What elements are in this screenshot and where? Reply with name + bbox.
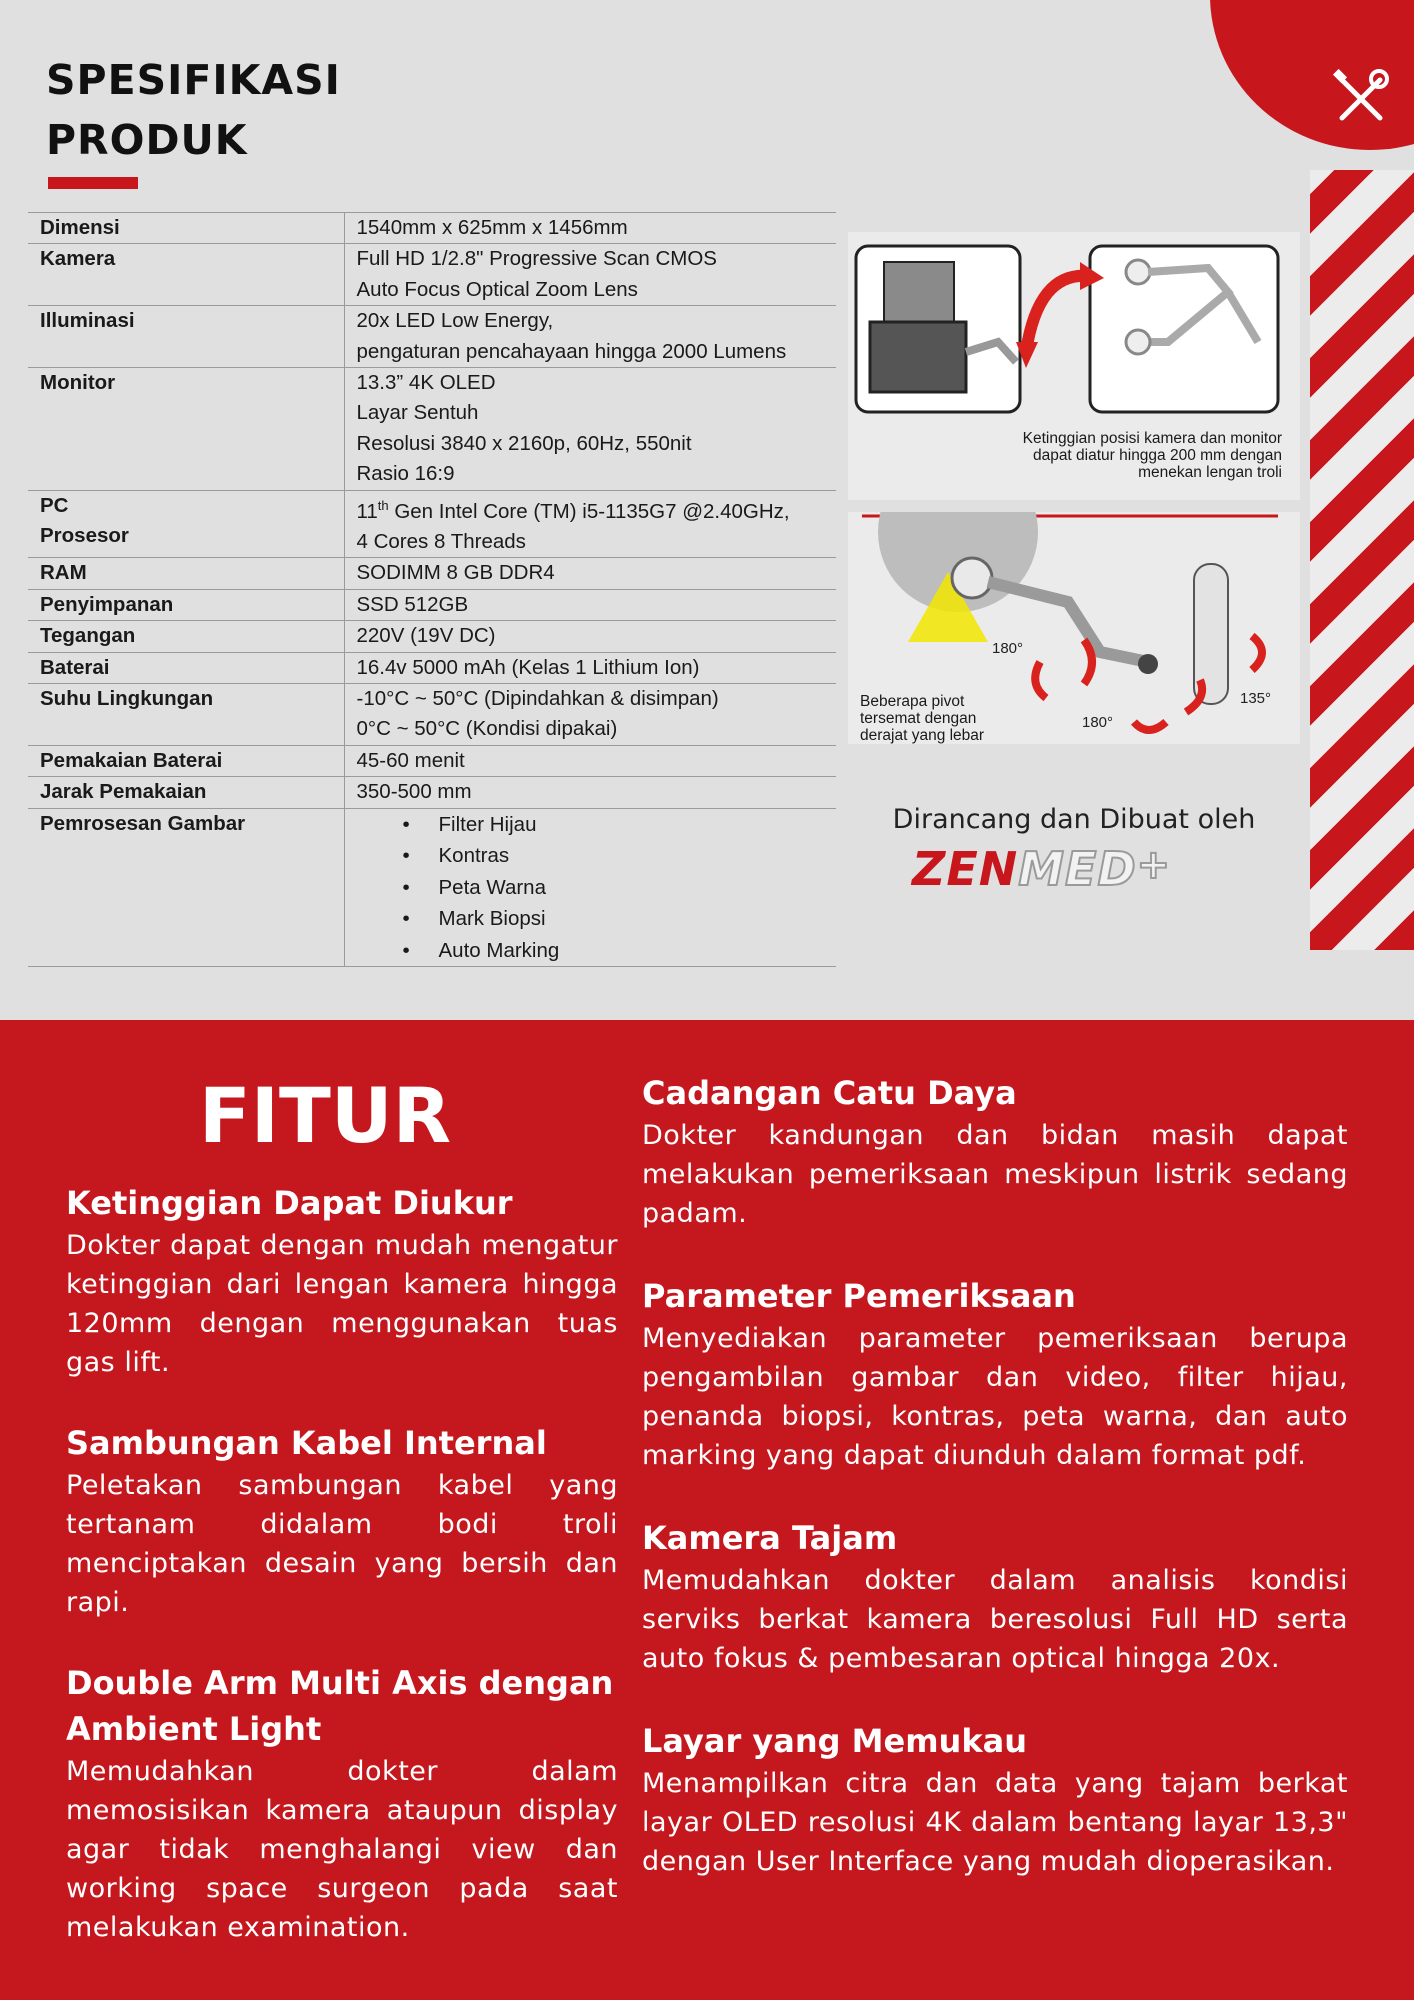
angle-label: 180° — [992, 640, 1024, 657]
list-item: • Auto Marking — [403, 935, 829, 967]
title-underline — [48, 177, 138, 189]
spec-label: Pemakaian Baterai — [28, 745, 344, 776]
list-item: • Kontras — [403, 840, 829, 872]
feature-title: Kamera Tajam — [642, 1519, 898, 1557]
feature-text: Dokter dapat dengan mudah mengatur ketinggian dari lengan kamera hingga 120mm dengan menggunakan tuas gas lift. — [66, 1230, 618, 1378]
title-line-2: PRODUK — [46, 116, 248, 164]
spec-label: Jarak Pemakaian — [28, 777, 344, 808]
feature-title: Cadangan Catu Daya — [642, 1074, 1017, 1112]
spec-value: Full HD 1/2.8" Progressive Scan CMOS Auto Focus Optical Zoom Lens — [344, 244, 836, 306]
feature-title: Double Arm Multi Axis dengan Ambient Light — [66, 1664, 614, 1748]
spec-label: PC Prosesor — [28, 490, 344, 558]
spec-value: 1540mm x 625mm x 1456mm — [344, 213, 836, 244]
spec-value: 16.4v 5000 mAh (Kelas 1 Lithium Ion) — [344, 652, 836, 683]
spec-row — [28, 683, 836, 745]
feature-item — [642, 1515, 1348, 1678]
spec-row — [28, 244, 836, 306]
angle-label: 180° — [1082, 714, 1114, 731]
feature-title: Ketinggian Dapat Diukur — [66, 1184, 513, 1222]
spec-table — [28, 212, 836, 967]
tools-icon — [1330, 68, 1390, 128]
spec-label: Tegangan — [28, 621, 344, 652]
height-adjust-illustration — [848, 232, 1300, 500]
feature-item — [66, 1180, 618, 1382]
spec-row — [28, 777, 836, 808]
feature-text: Peletakan sambungan kabel yang tertanam didalam bodi troli menciptakan desain yang bersih dan rapi. — [66, 1470, 618, 1618]
feature-text: Menyediakan parameter pemeriksaan berupa pengambilan gambar dan video, filter hijau, penanda biopsi, kontras, peta warna, dan auto marking yang dapat diunduh dalam format pdf. — [642, 1323, 1348, 1471]
feature-text: Dokter kandungan dan bidan masih dapat melakukan pemeriksaan meskipun listrik sedang padam. — [642, 1120, 1348, 1229]
spec-label: Kamera — [28, 244, 344, 306]
feature-title: Parameter Pemeriksaan — [642, 1277, 1076, 1315]
pivot-illustration — [848, 512, 1300, 744]
spec-value: -10°C ~ 50°C (Dipindahkan & disimpan) 0°C ~ 50°C (Kondisi dipakai) — [344, 683, 836, 745]
spec-row — [28, 621, 836, 652]
feature-item — [66, 1420, 618, 1622]
spec-value — [344, 808, 836, 967]
page-title — [46, 50, 341, 170]
spec-value: 220V (19V DC) — [344, 621, 836, 652]
feature-item — [642, 1718, 1348, 1881]
list-item: • Peta Warna — [403, 872, 829, 904]
spec-label: Penyimpanan — [28, 589, 344, 620]
image-processing-list — [357, 809, 829, 967]
feature-text: Memudahkan dokter dalam memosisikan kamera ataupun display agar tidak menghalangi view dan working space surgeon pada saat melakukan examination. — [66, 1756, 618, 1943]
feature-text: Memudahkan dokter dalam analisis kondisi serviks berkat kamera beresolusi Full HD serta auto fokus & pembesaran optical hingga 20x. — [642, 1565, 1348, 1674]
spec-row — [28, 490, 836, 558]
spec-value: 11th Gen Intel Core (TM) i5-1135G7 @2.40GHz, 4 Cores 8 Threads — [344, 490, 836, 558]
spec-label: Pemrosesan Gambar — [28, 808, 344, 967]
feature-item — [642, 1070, 1348, 1233]
spec-value: 45-60 menit — [344, 745, 836, 776]
spec-value: 20x LED Low Energy, pengaturan pencahayaan hingga 2000 Lumens — [344, 306, 836, 368]
pivot-caption: Beberapa pivot tersemat dengan derajat yang lebar — [860, 693, 985, 744]
zenmed-logo: ZENMED+ — [912, 842, 1172, 896]
designed-by-text: Dirancang dan Dibuat oleh — [892, 804, 1256, 835]
spec-label: RAM — [28, 558, 344, 589]
spec-row — [28, 745, 836, 776]
spec-label: Dimensi — [28, 213, 344, 244]
feature-item — [66, 1660, 618, 1947]
features-right-column — [642, 1070, 1348, 1921]
features-title: FITUR — [198, 1071, 452, 1160]
angle-label: 135° — [1240, 690, 1272, 707]
decorative-stripes — [1310, 170, 1414, 950]
spec-row — [28, 652, 836, 683]
spec-label: Baterai — [28, 652, 344, 683]
feature-title: Sambungan Kabel Internal — [66, 1424, 547, 1462]
spec-row — [28, 589, 836, 620]
spec-row — [28, 213, 836, 244]
feature-title: Layar yang Memukau — [642, 1722, 1027, 1760]
spec-label: Monitor — [28, 368, 344, 491]
spec-row — [28, 368, 836, 491]
spec-row — [28, 306, 836, 368]
spec-value: 13.3” 4K OLED Layar Sentuh Resolusi 3840 x 2160p, 60Hz, 550nit Rasio 16:9 — [344, 368, 836, 491]
spec-label: Suhu Lingkungan — [28, 683, 344, 745]
features-section — [0, 1020, 1414, 2000]
spec-value: 350-500 mm — [344, 777, 836, 808]
feature-item — [642, 1273, 1348, 1475]
feature-text: Menampilkan citra dan data yang tajam berkat layar OLED resolusi 4K dalam bentang layar 13,3" dengan User Interface yang mudah dioperasikan. — [642, 1768, 1348, 1877]
spec-row — [28, 558, 836, 589]
features-left-column — [66, 1180, 618, 1985]
spec-row — [28, 808, 836, 967]
spec-label: Illuminasi — [28, 306, 344, 368]
spec-value: SSD 512GB — [344, 589, 836, 620]
height-caption: Ketinggian posisi kamera dan monitor dapat diatur hingga 200 mm dengan menekan lengan troli — [1022, 430, 1282, 481]
spec-value: SODIMM 8 GB DDR4 — [344, 558, 836, 589]
title-line-1: SPESIFIKASI — [46, 56, 341, 104]
list-item: • Mark Biopsi — [403, 903, 829, 935]
list-item: • Filter Hijau — [403, 809, 829, 841]
